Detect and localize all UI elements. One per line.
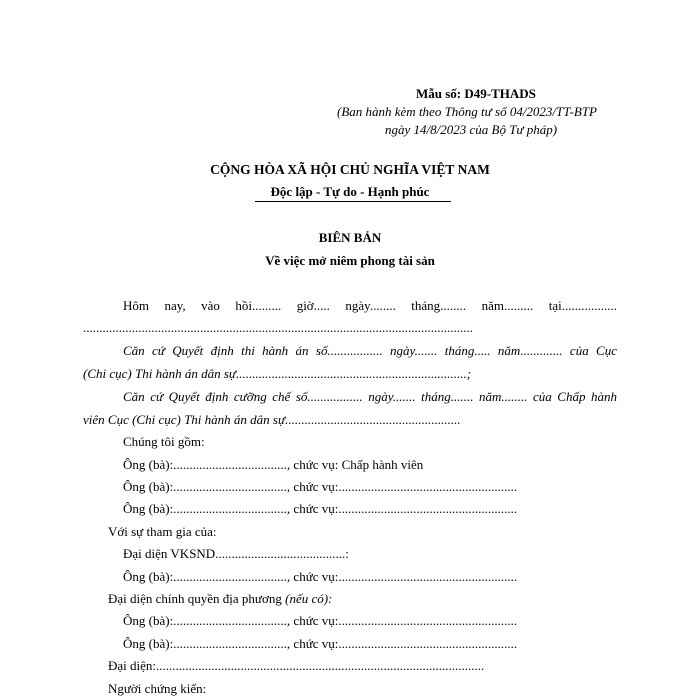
member-3: Ông (bà):..................................., chức vụ:.......................................................: [123, 501, 518, 516]
intro-line1: Hôm nay, vào hồi......... giờ..... ngày........ tháng........ năm......... tại.................: [123, 298, 617, 313]
doc-subtitle: Về việc mở niêm phong tài sản: [265, 253, 435, 268]
local-gov-line: [108, 592, 332, 605]
member-2: Ông (bà):..................................., chức vụ:.......................................................: [123, 479, 518, 494]
basis1-line1: Căn cứ Quyết định thi hành án số................. ngày....... tháng..... năm............. của Cục: [123, 343, 617, 358]
intro-line2: ........................................................................................................................: [83, 320, 473, 335]
representative-line: Đại diện:.....................................................................................................: [108, 658, 485, 673]
member-1: Ông (bà):..................................., chức vụ: Chấp hành viên: [123, 457, 424, 472]
national-title: CỘNG HÒA XÃ HỘI CHỦ NGHĨA VIỆT NAM: [210, 162, 490, 177]
local-gov-note: (nếu có):: [285, 591, 333, 606]
members-label: Chúng tôi gồm:: [123, 434, 205, 449]
procuracy-rep: Đại diện VKSND........................................:: [123, 546, 349, 561]
local-person-2: Ông (bà):..................................., chức vụ:.......................................................: [123, 636, 518, 651]
form-code: Mẫu số: D49-THADS: [416, 86, 536, 101]
basis2-line1: Căn cứ Quyết định cưỡng chế số................. ngày....... tháng....... năm........ của Chấp hành: [123, 389, 617, 404]
motto-underline: [255, 201, 451, 202]
local-person-1: Ông (bà):..................................., chức vụ:.......................................................: [123, 613, 518, 628]
form-issued-line1: (Ban hành kèm theo Thông tư số 04/2023/TT-BTP: [337, 104, 597, 119]
procuracy-person: Ông (bà):..................................., chức vụ:.......................................................: [123, 569, 518, 584]
form-issued-line2: ngày 14/8/2023 của Bộ Tư pháp): [385, 122, 558, 137]
participation-label: Với sự tham gia của:: [108, 524, 217, 539]
basis1-line2: (Chi cục) Thi hành án dân sự.......................................................................;: [83, 366, 472, 381]
doc-title: BIÊN BẢN: [318, 230, 382, 245]
national-motto: Độc lập - Tự do - Hạnh phúc: [270, 184, 430, 199]
local-gov-label: Đại diện chính quyền địa phương: [108, 591, 282, 606]
basis2-line2: viên Cục (Chi cục) Thi hành án dân sự......................................................: [83, 412, 461, 427]
witness-label: Người chứng kiến:: [108, 681, 207, 696]
